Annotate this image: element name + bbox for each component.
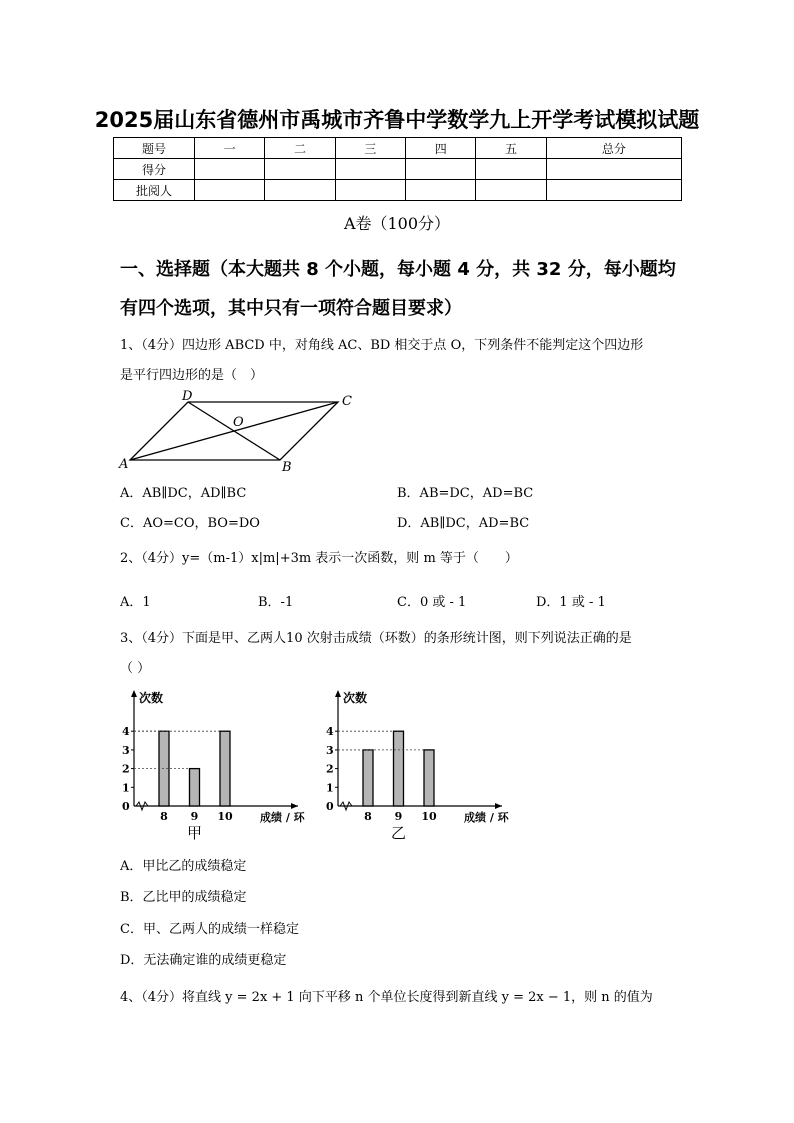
- y-axis-label: 次数: [343, 691, 368, 705]
- y-tick-label: 2: [326, 762, 334, 776]
- question-1-option-a[interactable]: A．AB∥DC，AD∥BC: [120, 486, 247, 501]
- score-cell: 题号: [114, 138, 195, 159]
- question-1-option-b[interactable]: B．AB=DC，AD=BC: [397, 486, 534, 501]
- score-input-cell[interactable]: [265, 159, 335, 180]
- question-3-stem-line2: （ ）: [120, 661, 151, 676]
- question-2-option-a[interactable]: A．1: [120, 595, 151, 610]
- x-tick-label: 9: [394, 810, 403, 823]
- score-cell: 四: [406, 138, 476, 159]
- bar: [363, 750, 373, 806]
- score-table: [113, 137, 682, 201]
- score-cell: 得分: [114, 159, 195, 180]
- y-tick-label: 1: [326, 781, 334, 795]
- y-tick-label: 1: [122, 781, 130, 795]
- bar: [394, 731, 404, 806]
- section-heading-line1: 一、选择题（本大题共 8 个小题，每小题 4 分，共 32 分，每小题均: [120, 259, 676, 280]
- question-3-option-c[interactable]: C．甲、乙两人的成绩一样稳定: [120, 922, 299, 937]
- y-axis-arrow: [335, 690, 341, 697]
- score-input-cell[interactable]: [476, 159, 546, 180]
- score-cell: 总分: [546, 138, 681, 159]
- y-axis-label: 次数: [139, 691, 164, 705]
- label-d: D: [182, 389, 193, 404]
- x-axis-label: 成绩 / 环: [260, 811, 305, 824]
- diagonal-bd: [188, 402, 280, 460]
- bar-chart-jia: [112, 686, 312, 844]
- chart-caption: 乙: [390, 824, 407, 842]
- score-cell: 二: [265, 138, 335, 159]
- y-tick-label: 2: [122, 762, 130, 776]
- exam-title: 2025届山东省德州市禹城市齐鲁中学数学九上开学考试模拟试题: [94, 108, 700, 132]
- question-1-option-d[interactable]: D．AB∥DC，AD=BC: [397, 516, 530, 531]
- question-3-option-a[interactable]: A．甲比乙的成绩稳定: [120, 859, 247, 874]
- question-1-option-c[interactable]: C．AO=CO，BO=DO: [120, 516, 260, 531]
- score-input-cell[interactable]: [335, 159, 405, 180]
- y-tick-label: 4: [122, 725, 130, 739]
- question-3-option-d[interactable]: D．无法确定谁的成绩更稳定: [120, 953, 287, 968]
- question-1-stem-line2: 是平行四边形的是（ ）: [120, 368, 264, 383]
- question-3-option-b[interactable]: B．乙比甲的成绩稳定: [120, 890, 247, 905]
- score-table-row: [114, 159, 682, 180]
- x-tick-label: 8: [160, 810, 168, 823]
- y-tick-label: 3: [122, 743, 130, 757]
- x-axis-label: 成绩 / 环: [464, 811, 509, 824]
- bar: [190, 769, 200, 806]
- score-cell: 三: [335, 138, 405, 159]
- parallelogram-figure: [116, 388, 366, 476]
- paper-a-heading: A卷（100分）: [343, 214, 451, 233]
- score-input-cell[interactable]: [335, 180, 405, 201]
- x-tick-label: 9: [190, 810, 199, 823]
- score-cell: 五: [476, 138, 546, 159]
- score-table-row: [114, 180, 682, 201]
- x-tick-label: 8: [364, 810, 372, 823]
- x-axis-arrow: [291, 803, 298, 809]
- y-tick-label: 0: [326, 800, 334, 813]
- question-2-stem: 2、（4分）y=（m-1）x|m|+3m 表示一次函数，则 m 等于（ ）: [120, 551, 518, 566]
- question-4-stem: 4、（4分）将直线 y = 2x + 1 向下平移 n 个单位长度得到新直线 y = 2x − 1，则 n 的值为: [120, 990, 653, 1005]
- label-a: A: [119, 457, 129, 472]
- score-cell: 一: [195, 138, 265, 159]
- bar: [424, 750, 434, 806]
- question-2-option-b[interactable]: B．-1: [258, 595, 294, 610]
- score-input-cell[interactable]: [406, 180, 476, 201]
- score-cell: 批阅人: [114, 180, 195, 201]
- bar: [220, 731, 230, 806]
- score-input-cell[interactable]: [476, 180, 546, 201]
- y-tick-label: 3: [326, 743, 334, 757]
- chart-caption: 甲: [186, 824, 203, 842]
- question-1-stem: 1、（4分）四边形 ABCD 中，对角线 AC、BD 相交于点 O，下列条件不能判定这个四边形: [120, 338, 644, 353]
- y-axis-arrow: [131, 690, 137, 697]
- y-tick-label: 0: [122, 800, 130, 813]
- label-c: C: [342, 394, 352, 409]
- question-3-stem: 3、（4分）下面是甲、乙两人10 次射击成绩（环数）的条形统计图，则下列说法正确的是: [120, 631, 632, 646]
- bar-chart-yi: [316, 686, 520, 844]
- score-table-header-row: [114, 138, 682, 159]
- score-input-cell[interactable]: [195, 180, 265, 201]
- x-tick-label: 10: [421, 810, 437, 823]
- x-tick-label: 10: [217, 810, 233, 823]
- section-heading-line2: 有四个选项，其中只有一项符合题目要求）: [120, 298, 462, 319]
- label-o: O: [233, 415, 244, 430]
- question-2-option-c[interactable]: C．0 或 - 1: [397, 595, 467, 610]
- score-input-cell[interactable]: [546, 180, 681, 201]
- y-tick-label: 4: [326, 725, 334, 739]
- score-input-cell[interactable]: [546, 159, 681, 180]
- score-input-cell[interactable]: [265, 180, 335, 201]
- score-input-cell[interactable]: [406, 159, 476, 180]
- label-b: B: [282, 460, 292, 475]
- question-2-option-d[interactable]: D．1 或 - 1: [536, 595, 606, 610]
- score-input-cell[interactable]: [195, 159, 265, 180]
- x-axis-arrow: [495, 803, 502, 809]
